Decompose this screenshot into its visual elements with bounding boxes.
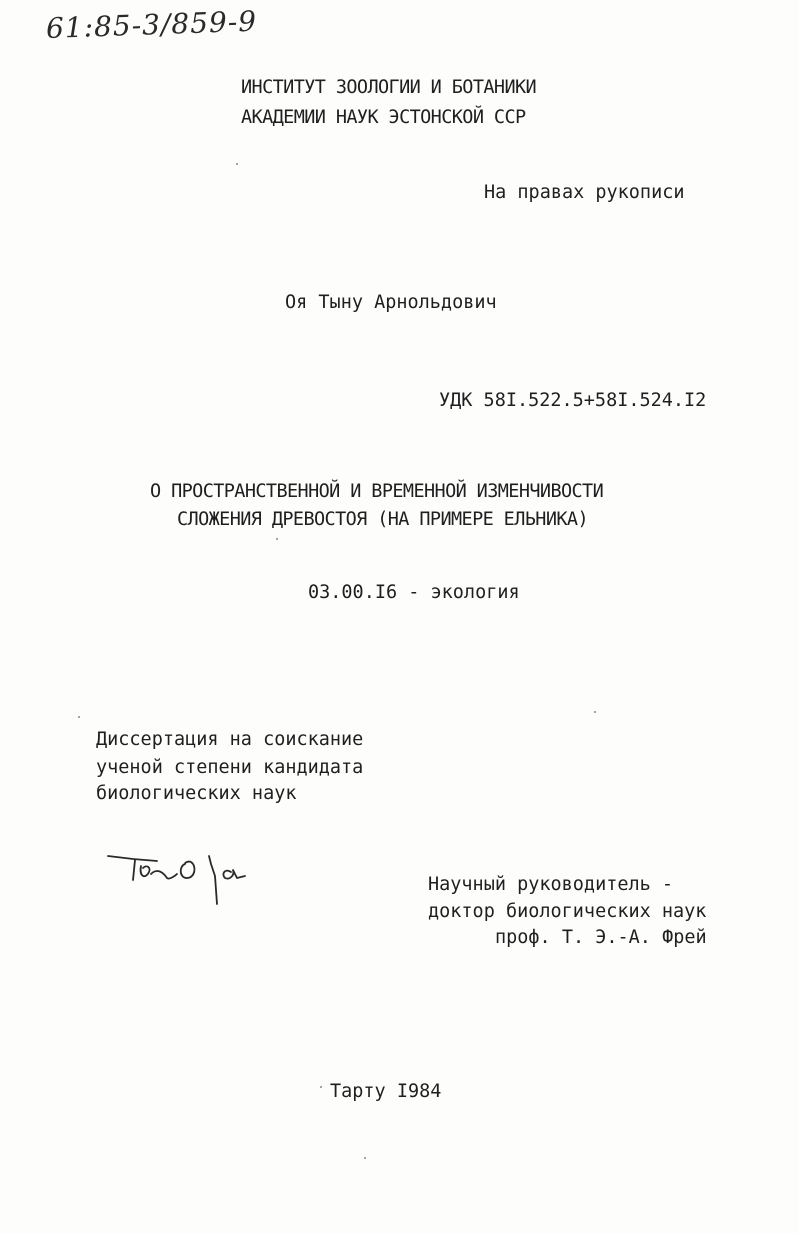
- dissertation-line-3: биологических наук: [96, 783, 297, 804]
- title-line-2: СЛОЖЕНИЯ ДРЕВОСТОЯ (НА ПРИМЕРЕ ЕЛЬНИКА): [177, 509, 588, 530]
- dissertation-line-1: Диссертация на соискание: [96, 729, 364, 750]
- institute-line-2: АКАДЕМИИ НАУК ЭСТОНСКОЙ ССР: [241, 107, 526, 128]
- udc-code: УДК 58I.522.5+58I.524.I2: [439, 390, 707, 411]
- dissertation-line-2: ученой степени кандидата: [96, 757, 364, 778]
- advisor-line-3: проф. Т. Э.-А. Фрей: [495, 927, 707, 948]
- scan-speck: [276, 538, 278, 540]
- scan-speck: [78, 716, 80, 718]
- scan-speck: [594, 711, 596, 713]
- advisor-line-1: Научный руководитель -: [428, 874, 674, 895]
- specialty-code: 03.00.I6 - экология: [308, 582, 520, 603]
- place-and-year: Тарту I984: [330, 1081, 442, 1102]
- author-signature: [105, 850, 255, 912]
- handwritten-archive-mark: 61:85-3/859-9: [45, 4, 258, 45]
- author-name: Оя Тыну Арнольдович: [285, 292, 497, 313]
- scan-speck: [320, 1086, 322, 1088]
- scan-speck: [236, 163, 238, 165]
- institute-line-1: ИНСТИТУТ ЗООЛОГИИ И БОТАНИКИ: [241, 77, 537, 98]
- advisor-line-2: доктор биологических наук: [428, 901, 707, 922]
- rights-notice: На правах рукописи: [484, 182, 685, 203]
- title-line-1: О ПРОСТРАНСТВЕННОЙ И ВРЕМЕННОЙ ИЗМЕНЧИВОСТИ: [150, 481, 604, 502]
- scan-speck: [364, 1157, 366, 1159]
